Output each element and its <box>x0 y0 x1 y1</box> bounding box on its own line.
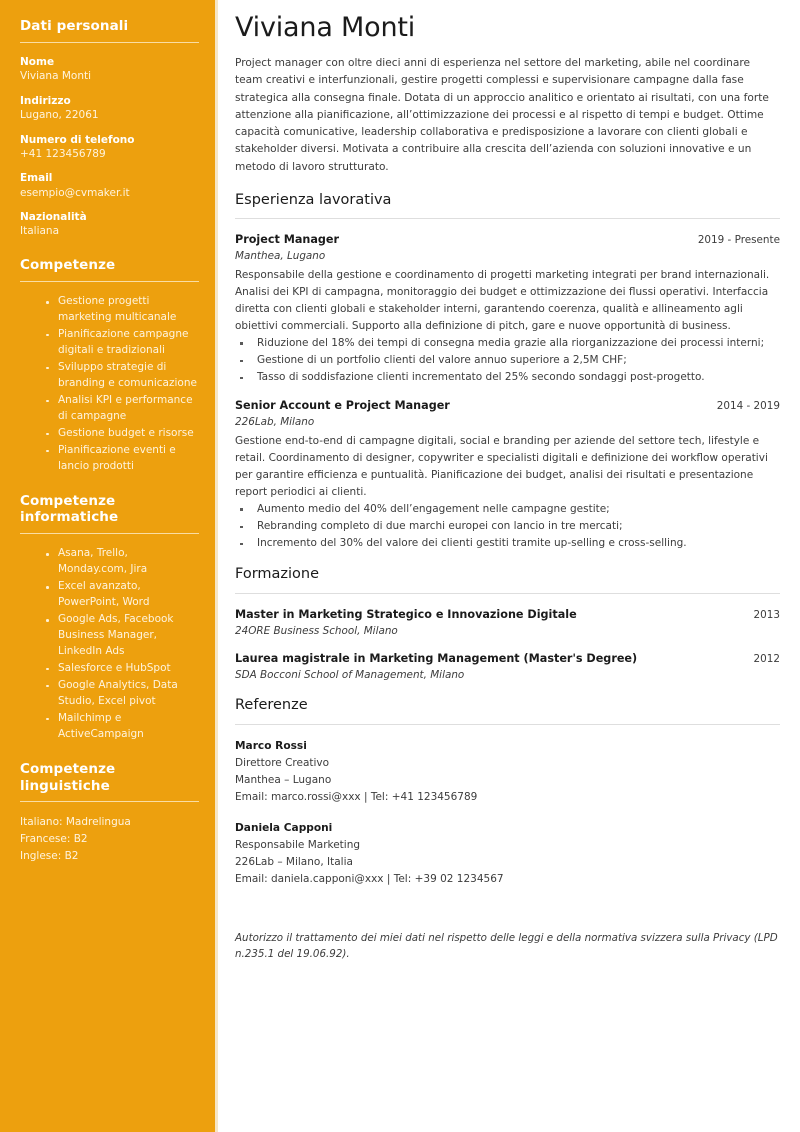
education-entry-list <box>235 607 780 683</box>
personal-field <box>20 94 199 123</box>
section-divider-experience <box>235 218 780 219</box>
section-divider-education <box>235 593 780 594</box>
section-heading-references: Referenze <box>235 697 308 714</box>
experience-employer: 226Lab, Milano <box>235 416 315 429</box>
education-entry <box>235 607 780 639</box>
it-skill-item: Asana, Trello, Monday.com, Jira <box>46 546 199 578</box>
personal-field-list <box>20 55 199 239</box>
education-institution: SDA Bocconi School of Management, Milano <box>235 669 465 682</box>
sidebar <box>0 0 215 1132</box>
sidebar-heading-skills: Competenze <box>20 257 116 274</box>
education-degree-title: Master in Marketing Strategico e Innovazione Digitale <box>235 607 577 621</box>
experience-description: Responsabile della gestione e coordinamento di progetti marketing integrati per brand internazionali. Analisi dei KPI di campagna, monitoraggio dei budget e ottimizzazione dei flussi operativi. Interfaccia diretta con clienti globali e stakeholder interni, garantendo coerenza, qualità e allineamento agli obiettivi commerciali. Supporto alla definizione di pitch, gare e nuove opportunità di business. <box>235 268 770 332</box>
personal-field-value: Viviana Monti <box>20 70 92 83</box>
sidebar-section-it-skills <box>20 493 199 743</box>
sidebar-divider-personal <box>20 42 199 43</box>
experience-achievement-item: Aumento medio del 40% dell’engagement nelle campagne gestite; <box>235 501 780 518</box>
skill-item: Sviluppo strategie di branding e comunicazione <box>46 360 199 392</box>
personal-field-label: Numero di telefono <box>20 133 135 146</box>
page-title: Viviana Monti <box>235 12 416 43</box>
education-entry-header <box>235 607 780 622</box>
experience-entry-header <box>235 398 780 413</box>
education-year: 2013 <box>753 608 780 621</box>
sidebar-heading-personal: Dati personali <box>20 18 129 34</box>
section-experience <box>235 192 780 552</box>
section-heading-experience: Esperienza lavorativa <box>235 191 392 208</box>
sidebar-divider-languages <box>20 801 199 802</box>
education-year: 2012 <box>753 652 780 665</box>
sidebar-section-skills <box>20 257 199 474</box>
reference-name: Marco Rossi <box>235 739 307 752</box>
skills-list <box>20 294 199 474</box>
sidebar-section-languages <box>20 761 199 866</box>
experience-date-range: 2019 - Presente <box>697 234 780 247</box>
personal-field <box>20 55 199 84</box>
experience-date-range: 2014 - 2019 <box>716 400 780 413</box>
languages-list <box>20 814 199 865</box>
skill-item: Gestione budget e risorse <box>46 426 199 442</box>
reference-contact: Email: marco.rossi@xxx | Tel: +41 123456789 <box>235 790 478 803</box>
reference-role: Responsabile Marketing <box>235 838 361 851</box>
personal-field <box>20 171 199 200</box>
experience-entry-header <box>235 232 780 247</box>
skill-item: Pianificazione campagne digitali e tradizionali <box>46 327 199 359</box>
sidebar-divider-skills <box>20 281 199 282</box>
reference-company: Manthea – Lugano <box>235 773 332 786</box>
reference-entry-list <box>235 738 780 888</box>
it-skill-item: Google Ads, Facebook Business Manager, LinkedIn Ads <box>46 612 199 660</box>
education-institution: 24ORE Business School, Milano <box>235 624 398 637</box>
experience-entry <box>235 232 780 386</box>
it-skill-item: Mailchimp e ActiveCampaign <box>46 711 199 743</box>
section-divider-references <box>235 724 780 725</box>
personal-field-label: Email <box>20 172 53 185</box>
section-heading-education: Formazione <box>235 566 320 583</box>
reference-role: Direttore Creativo <box>235 756 330 769</box>
skill-item: Pianificazione eventi e lancio prodotti <box>46 443 199 475</box>
sidebar-heading-languages: Competenze linguistiche <box>20 760 116 794</box>
education-degree-title: Laurea magistrale in Marketing Management (Master's Degree) <box>235 651 638 665</box>
sidebar-heading-it-skills: Competenze informatiche <box>20 492 119 526</box>
section-references <box>235 697 780 888</box>
reference-entry <box>235 738 780 806</box>
experience-achievement-item: Gestione di un portfolio clienti del valore annuo superiore a 2,5M CHF; <box>235 352 780 369</box>
personal-field-label: Nazionalità <box>20 211 87 224</box>
personal-field <box>20 210 199 239</box>
personal-field-value: esempio@cvmaker.it <box>20 186 130 199</box>
personal-field-label: Nome <box>20 55 55 68</box>
experience-job-title: Senior Account e Project Manager <box>235 399 450 413</box>
experience-description: Gestione end-to-end di campagne digitali, social e branding per aziende del settore tech, lifestyle e retail. Coordinamento di designer, copywriter e specialisti digitali e definizione dei workflow operativi per garantire efficienza e puntualità. Pianificazione dei budget, analisi dei risultati e presentazione report periodici ai clienti. <box>235 434 768 498</box>
personal-field <box>20 133 199 162</box>
skill-item: Gestione progetti marketing multicanale <box>46 294 199 326</box>
personal-field-value: Italiana <box>20 225 60 238</box>
language-item: Inglese: B2 <box>20 850 79 863</box>
experience-employer: Manthea, Lugano <box>235 250 326 263</box>
experience-achievement-item: Tasso di soddisfazione clienti incrementato del 25% secondo sondaggi post-progetto. <box>235 369 780 386</box>
reference-company: 226Lab – Milano, Italia <box>235 855 353 868</box>
education-entry-header <box>235 651 780 666</box>
personal-field-label: Indirizzo <box>20 94 71 107</box>
profile-summary: Project manager con oltre dieci anni di esperienza nel settore del marketing, abile nel coordinare team creativi e interfunzionali, gestire progetti complessi e supervisionare campagne dalla fase strategica alla consegna finale. Dotata di un approccio analitico e orientato ai risultati, con una forte attenzione alla pianificazione, all’ottimizzazione dei processi e al rispetto di tempi e budget. Ottime capacità comunicative, leadership collaborativa e predisposizione a lavorare con clienti globali e stakeholder diversi. Motivata a contribuire alla crescita dell’azienda con soluzioni innovative e un metodo di lavoro strutturato. <box>235 57 769 173</box>
personal-field-value: Lugano, 22061 <box>20 108 99 121</box>
experience-achievement-item: Riduzione del 18% dei tempi di consegna media grazie alla riorganizzazione dei processi interni; <box>235 335 780 352</box>
experience-achievement-list <box>235 501 780 552</box>
language-item: Francese: B2 <box>20 833 88 846</box>
experience-entry-list <box>235 232 780 552</box>
privacy-statement: Autorizzo il trattamento dei miei dati nel rispetto delle leggi e della normativa svizzera sulla Privacy (LPD n.235.1 del 19.06.92). <box>235 931 778 961</box>
sidebar-section-personal <box>20 18 199 239</box>
it-skills-list <box>20 546 199 742</box>
experience-achievement-item: Rebranding completo di due marchi europei con lancio in tre mercati; <box>235 518 780 535</box>
experience-achievement-list <box>235 335 780 386</box>
reference-contact: Email: daniela.capponi@xxx | Tel: +39 02 1234567 <box>235 872 504 885</box>
skill-item: Analisi KPI e performance di campagne <box>46 393 199 425</box>
sidebar-divider-it-skills <box>20 533 199 534</box>
language-item: Italiano: Madrelingua <box>20 816 131 829</box>
it-skill-item: Google Analytics, Data Studio, Excel pivot <box>46 678 199 710</box>
section-education <box>235 566 780 683</box>
experience-achievement-item: Incremento del 30% del valore dei clienti gestiti tramite up-selling e cross-selling. <box>235 535 780 552</box>
it-skill-item: Excel avanzato, PowerPoint, Word <box>46 579 199 611</box>
reference-name: Daniela Capponi <box>235 821 333 834</box>
it-skill-item: Salesforce e HubSpot <box>46 661 199 677</box>
main-content <box>215 0 800 1132</box>
reference-entry <box>235 820 780 888</box>
personal-field-value: +41 123456789 <box>20 147 106 160</box>
education-entry <box>235 651 780 683</box>
experience-job-title: Project Manager <box>235 233 340 247</box>
experience-entry <box>235 398 780 552</box>
